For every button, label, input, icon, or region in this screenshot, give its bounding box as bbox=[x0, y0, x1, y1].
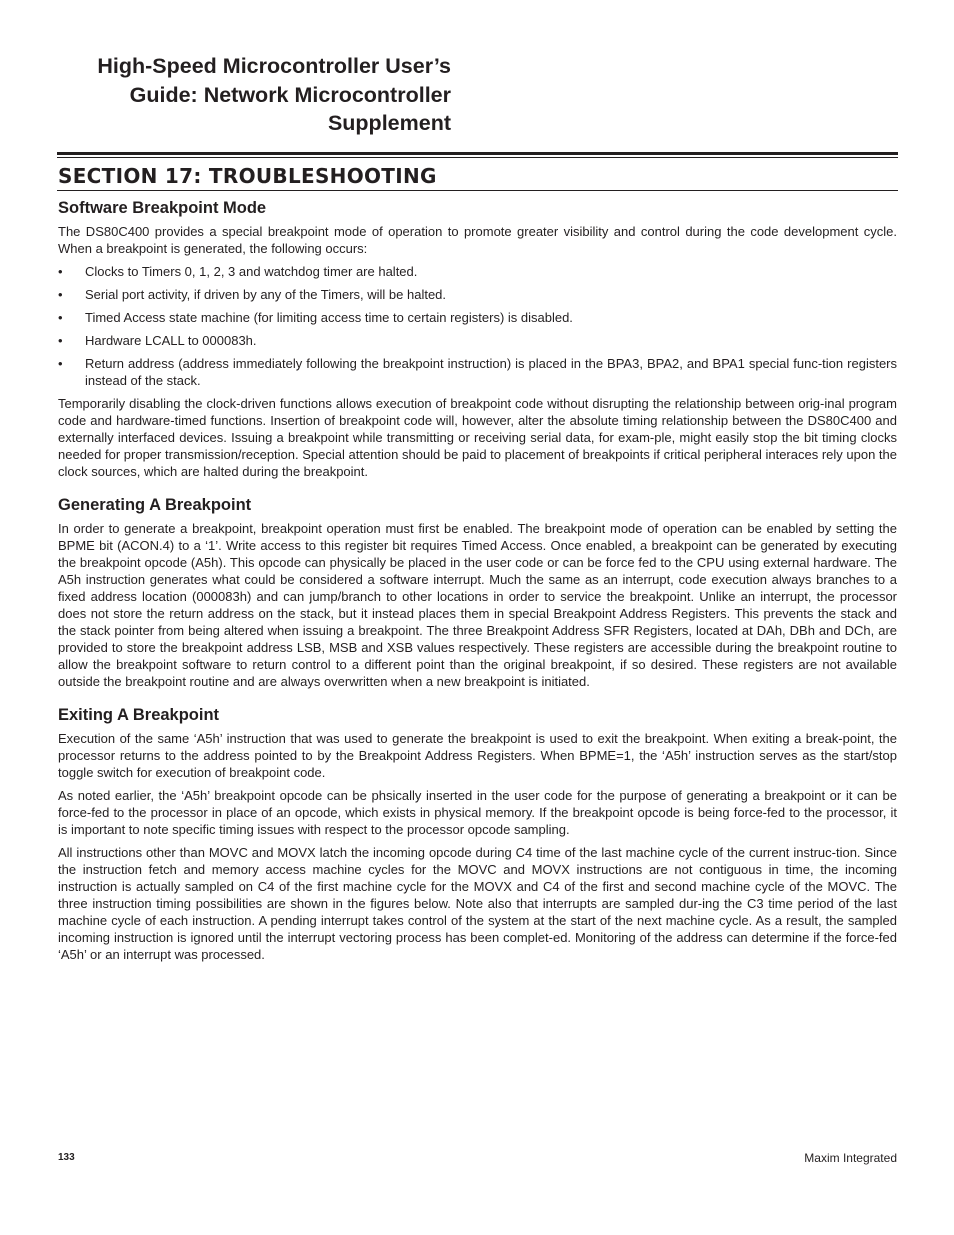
heading-software-breakpoint-mode: Software Breakpoint Mode bbox=[58, 199, 267, 217]
section-rule bbox=[57, 190, 898, 191]
breakpoint-effects-list bbox=[58, 263, 897, 389]
bullet-icon: • bbox=[58, 310, 63, 325]
page-number: 133 bbox=[58, 1152, 75, 1163]
list-item-text: Serial port activity, if driven by any of the Timers, will be halted. bbox=[85, 287, 447, 302]
paragraph-exiting-3: All instructions other than MOVC and MOVX latch the incoming opcode during C4 time of the last machine cycle of the current instruc-tion. Since the instruction fetch and memory access machine cycles for the MOVC and MOVX instructions are not contiguous in time, the incoming instruction is actually sampled on C4 of the first machine cycle for the MOVX and C4 of the first and second machine cycle of the MOVC. The three instruction timing possibilities are shown in the figures below. Note also that interrupts are sampled dur-ing the C3 time period of the last machine cycle of each instruction. A pending interrupt takes control of the system at the start of the next machine cycle. As a result, the sampled incoming instruction is ignored until the interrupt vectoring process has been complet-ed. Monitoring of the address can determine if the force-fed ‘A5h’ or an interrupt was processed. bbox=[58, 845, 897, 962]
list-item bbox=[58, 286, 897, 303]
paragraph-temporarily-disabling: Temporarily disabling the clock-driven functions allows execution of breakpoint code without disrupting the relationship between orig-inal program code and hardware-timed functions. Insertion of breakpoint code will, however, alter the absolute timing relationship between the DS80C400 and externally interfaced devices. Issuing a breakpoint while transmitting or receiving serial data, for exam-ple, might easily stop the bit timing clocks needed for proper transmission/reception. Special attention should be paid to placement of breakpoints if critical peripheral interaces rely upon the clock sources, which are halted during the breakpoint. bbox=[58, 396, 897, 479]
page-body bbox=[58, 197, 897, 969]
bullet-icon: • bbox=[58, 356, 63, 371]
paragraph-intro: The DS80C400 provides a special breakpoint mode of operation to promote greater visibility and control during the code development cycle. When a breakpoint is generated, the following occurs: bbox=[58, 224, 897, 256]
paragraph-exiting-1: Execution of the same ‘A5h’ instruction that was used to generate the breakpoint is used to exit the breakpoint. When exiting a break-point, the processor returns to the address pointed to by the Breakpoint Address Registers. When BPME=1, the ‘A5h’ instruction serves as the start/stop toggle switch for execution of breakpoint code. bbox=[58, 731, 897, 780]
list-item bbox=[58, 309, 897, 326]
list-item-text: Hardware LCALL to 000083h. bbox=[85, 333, 257, 348]
section-title: SECTION 17: TROUBLESHOOTING bbox=[58, 164, 437, 188]
footer-company: Maxim Integrated bbox=[804, 1151, 897, 1165]
bullet-icon: • bbox=[58, 333, 63, 348]
document-title: High-Speed Microcontroller User’s Guide: Network Microcontroller Supplement bbox=[97, 54, 451, 135]
list-item bbox=[58, 355, 897, 389]
bullet-icon: • bbox=[58, 264, 63, 279]
bullet-icon: • bbox=[58, 287, 63, 302]
list-item bbox=[58, 263, 897, 280]
heading-exiting-breakpoint: Exiting A Breakpoint bbox=[58, 706, 220, 724]
list-item-text: Return address (address immediately following the breakpoint instruction) is placed in the BPA3, BPA2, and BPA1 special func-tion registers instead of the stack. bbox=[85, 356, 897, 388]
paragraph-generating: In order to generate a breakpoint, breakpoint operation must first be enabled. The breakpoint mode of operation can be enabled by setting the BPME bit (ACON.4) to a ‘1’. Write access to this register bit requires Timed Access. Once enabled, a breakpoint can be generated by executing the breakpoint opcode (A5h). This opcode can physically be placed in the user code or can be force fed to the CPU using external hardware. The A5h instruction generates what could be considered a software interrupt. Much the same as an interrupt, code execution always branches to a fixed address location (000083h) and can jump/branch to other locations in order to service the breakpoint. Unlike an interrupt, the processor does not store the return address on the stack, but it instead places them in special Breakpoint Address Registers. This prevents the stack and the stack pointer from being altered when issuing a breakpoint. The three Breakpoint Address SFR Registers, located at DAh, DBh and DCh, are provided to store the breakpoint address LSB, MSB and XSB values respectively. These registers are accessible during the breakpoint routine to allow the breakpoint software to return control to a different point than the original breakpoint, if so desired. These registers are not available outside the breakpoint routine and are always overwritten when a new breakpoint is initiated. bbox=[58, 521, 897, 689]
header-rule-thick bbox=[57, 152, 898, 155]
list-item bbox=[58, 332, 897, 349]
list-item-text: Timed Access state machine (for limiting access time to certain registers) is disabled. bbox=[85, 310, 573, 325]
header-rule-thin bbox=[57, 157, 898, 158]
paragraph-exiting-2: As noted earlier, the ‘A5h’ breakpoint opcode can be phsically inserted in the user code for the purpose of generating a breakpoint or it can be force-fed to the processor in place of an opcode, which exists in physical memory. If the breakpoint opcode is being force-fed to the processor, it is important to note specific timing issues with respect to the processor opcode sampling. bbox=[58, 788, 897, 837]
heading-generating-breakpoint: Generating A Breakpoint bbox=[58, 496, 252, 514]
list-item-text: Clocks to Timers 0, 1, 2, 3 and watchdog timer are halted. bbox=[85, 264, 418, 279]
